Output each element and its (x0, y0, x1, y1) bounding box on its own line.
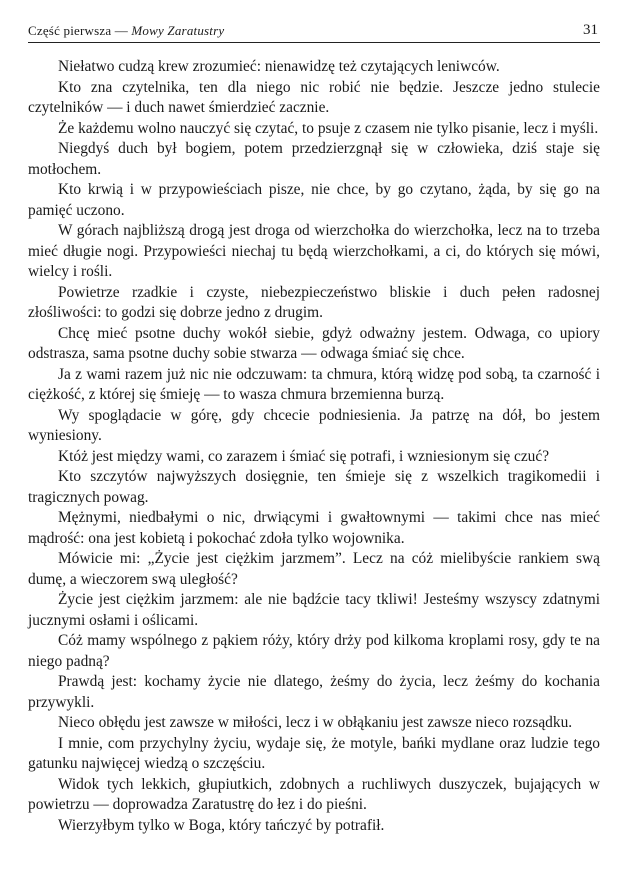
paragraph: Mężnymi, niedbałymi o nic, drwiącymi i gwałtownymi — takimi chce nas mieć mądrość: ona jest kobietą i pokochać zdoła tylko wojownika. (28, 509, 600, 547)
paragraph: Kto krwią i w przypowieściach pisze, nie chce, by go czytano, żąda, by się go na pamięć uczono. (28, 181, 600, 219)
paragraph: Że każdemu wolno nauczyć się czytać, to psuje z czasem nie tylko pisanie, lecz i myśli. (58, 119, 599, 137)
header-part: Część pierwsza — (28, 23, 128, 38)
paragraph: Życie jest ciężkim jarzmem: ale nie bądźcie tacy tkliwi! Jesteśmy wszyscy zdatnymi jucznymi osłami i oślicami. (28, 591, 600, 629)
paragraph: Kto zna czytelnika, ten dla niego nic robić nie będzie. Jeszcze jedno stulecie czytelników — i duch nawet śmierdzieć zacznie. (28, 78, 600, 116)
paragraph: Cóż mamy wspólnego z pąkiem róży, który drży pod kilkoma kroplami rosy, gdy te na niego padną? (28, 632, 600, 670)
paragraph: Wierzyłbym tylko w Boga, który tańczyć by potrafił. (58, 816, 385, 834)
page-number: 31 (583, 22, 598, 38)
paragraph: W górach najbliższą drogą jest droga od wierzchołka do wierzchołka, lecz na to trzeba mieć długie nogi. Przypowieści niechaj tu będą wierzchołkami, a ci, do których się mówi, wielcy i rośli. (28, 222, 600, 280)
page-body (28, 57, 600, 836)
paragraph: Widok tych lekkich, głupiutkich, zdobnych a ruchliwych duszyczek, bujających w powietrzu — doprowadza Zaratustrę do łez i do pieśni. (28, 775, 600, 813)
paragraph: Kto szczytów najwyższych dosięgnie, ten śmieje się z wszelkich tragikomedii i tragicznych powag. (28, 468, 600, 506)
running-header (28, 22, 600, 43)
paragraph: Powietrze rzadkie i czyste, niebezpieczeństwo bliskie i duch pełen radosnej złośliwości: to godzi się dobrze jedno z drugim. (28, 283, 600, 321)
paragraph: Niegdyś duch był bogiem, potem przedzierzgnął się w człowieka, dziś staje się motłochem. (28, 140, 600, 178)
paragraph: Prawdą jest: kochamy życie nie dlatego, żeśmy do życia, lecz żeśmy do kochania przywykli. (28, 673, 600, 711)
paragraph: Mówicie mi: „Życie jest ciężkim jarzmem”. Lecz na cóż mielibyście rankiem swą dumę, a wieczorem swą uległość? (28, 550, 600, 588)
paragraph: Wy spoglądacie w górę, gdy chcecie podniesienia. Ja patrzę na dół, bo jestem wyniesiony. (28, 406, 600, 444)
header-work-title: Mowy Zaratustry (131, 23, 225, 38)
paragraph: I mnie, com przychylny życiu, wydaje się, że motyle, bańki mydlane oraz ludzie tego gatunku najwięcej wiedzą o szczęściu. (28, 734, 600, 772)
paragraph: Ja z wami razem już nic nie odczuwam: ta chmura, którą widzę pod sobą, ta czarność i ciężkość, z której się śmieję — to wasza chmura brzemienna burzą. (28, 365, 600, 403)
paragraph: Chcę mieć psotne duchy wokół siebie, gdyż odważny jestem. Odwaga, co upiory odstrasza, sama psotne duchy sobie stwarza — odwaga śmiać się chce. (28, 324, 600, 362)
paragraph: Któż jest między wami, co zarazem i śmiać się potrafi, i wzniesionym się czuć? (58, 447, 550, 465)
header-title (28, 23, 224, 39)
paragraph: Nieco obłędu jest zawsze w miłości, lecz i w obłąkaniu jest zawsze nieco rozsądku. (58, 714, 573, 731)
paragraph: Niełatwo cudzą krew zrozumieć: nienawidzę też czytających leniwców. (58, 58, 500, 75)
